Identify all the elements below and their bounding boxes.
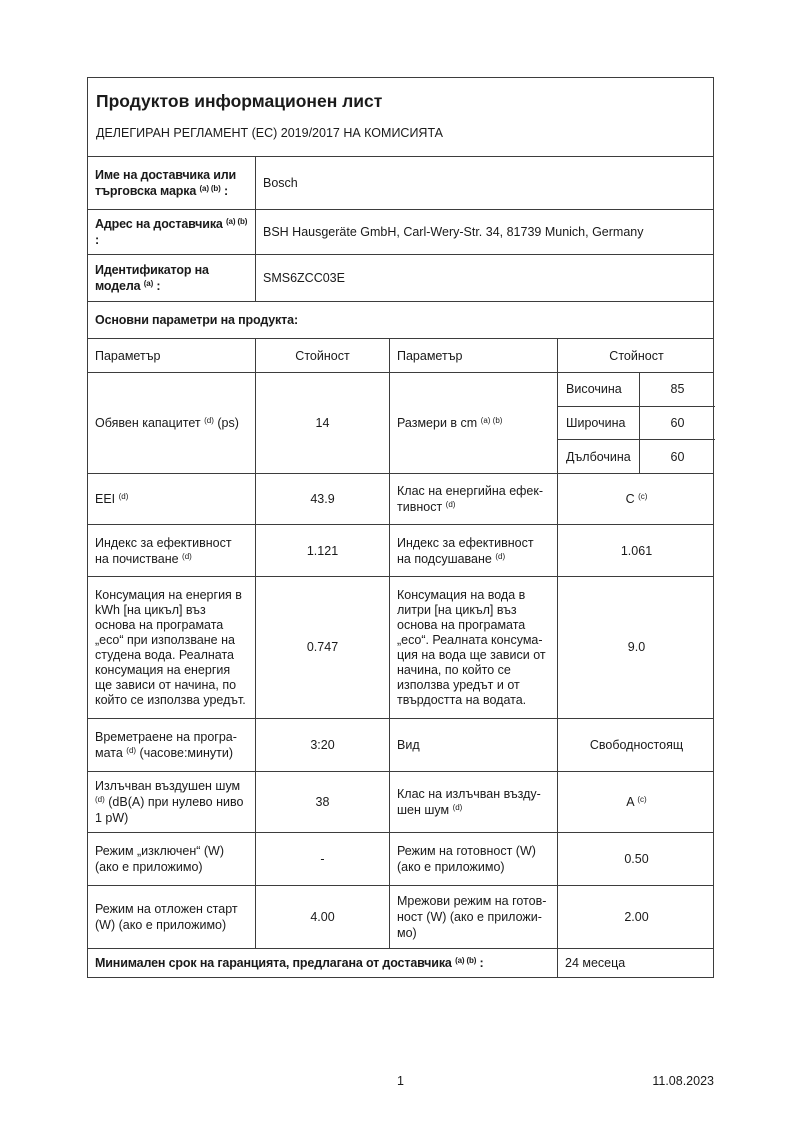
page-footer [87, 1074, 714, 1092]
cleaning-index-value: 1.121 [255, 525, 389, 576]
guarantee-label: Минимален срок на гаранцията, предлагана от доставчика $^{(a) (b)}$ : [95, 956, 484, 970]
delayed-start-label: Режим на отложен старт (W) (ако е приложимо) [95, 902, 238, 932]
rated-capacity-value: 14 [255, 373, 389, 473]
guarantee-value: 24 месеца [557, 949, 715, 977]
noise-emission-value: 38 [255, 772, 389, 832]
dimension-width-value: 60 [639, 407, 715, 440]
delayed-start-value: 4.00 [255, 886, 389, 948]
column-header-parameter-left: Параметър [95, 348, 161, 363]
duration-type-row [88, 718, 713, 771]
dimension-width-label: Широчина [566, 416, 626, 430]
page-number: 1 [397, 1074, 404, 1088]
noise-row [88, 771, 713, 832]
drying-index-label: Индекс за ефективност на подсушаване $^{(d)}$ [389, 525, 557, 576]
dimension-depth-value: 60 [639, 440, 715, 473]
page-title: Продуктов информационен лист [96, 91, 383, 111]
dimension-row-depth [558, 439, 715, 473]
dimensions-table [557, 373, 715, 473]
supplier-address-row [88, 209, 713, 254]
dimension-height-label: Височина [566, 382, 622, 397]
energy-consumption-value: 0.747 [255, 577, 389, 718]
standby-mode-label: Режим на готовност (W) (ако е приложимо) [389, 833, 557, 885]
networked-standby-label: Мрежови режим на готовност (W) (ако е приложимо) [389, 886, 557, 948]
guarantee-row [88, 948, 713, 977]
off-standby-row [88, 832, 713, 885]
eei-row [88, 473, 713, 524]
drying-index-value: 1.061 [557, 525, 715, 576]
dimension-row-height [558, 373, 715, 406]
noise-class-label: Клас на излъчван въздушен шум $^{(d)}$ [389, 772, 557, 832]
off-mode-value: - [255, 833, 389, 885]
supplier-name-value: Bosch [255, 157, 713, 209]
dimension-height-value: 85 [639, 373, 715, 406]
type-value: Свободностоящ [557, 719, 715, 771]
index-row [88, 524, 713, 576]
cleaning-index-label: Индекс за ефективност на почистване $^{(d)}$ [95, 535, 232, 566]
footer-date: 11.08.2023 [652, 1074, 714, 1088]
general-parameters-header-row [88, 301, 713, 338]
energy-class-label: Клас на енергийна ефективност $^{(d)}$ [389, 474, 557, 524]
programme-duration-label: Времетраене на програмата $^{(d)}$ (часове:минути) [95, 730, 237, 760]
eei-label: EEI $^{(d)}$ [95, 492, 129, 506]
rated-capacity-label: Обявен капацитет $^{(d)}$ (ps) [95, 416, 239, 430]
energy-consumption-label: Консумация на енергия в kWh [на цикъл] въз основа на програмата „eco“ при използване на студена вода. Реалната консумация на енергия ще зависи от начина, по който се използва уредът. [95, 587, 246, 707]
supplier-name-row [88, 156, 713, 209]
model-identifier-value: SMS6ZCC03E [255, 255, 713, 301]
supplier-name-label: Име на доставчика или търговска марка $^{(a) (b)}$ : [95, 168, 237, 198]
off-mode-label: Режим „изключен“ (W) (ако е приложимо) [95, 844, 225, 874]
type-label: Вид [389, 719, 557, 771]
programme-duration-value: 3:20 [255, 719, 389, 771]
model-identifier-label: Идентификатор на модела $^{(a)}$ : [95, 263, 209, 293]
column-header-value-left: Стойност [255, 339, 389, 372]
consumption-row [88, 576, 713, 718]
dimension-row-width [558, 406, 715, 440]
title-block [88, 78, 713, 156]
noise-class-value: A $^{(c)}$ [557, 772, 715, 832]
column-header-value-right: Стойност [557, 339, 715, 372]
dimensions-label: Размери в cm $^{(a) (b)}$ [389, 373, 557, 473]
networked-standby-value: 2.00 [557, 886, 715, 948]
column-header-row [88, 338, 713, 372]
standby-mode-value: 0.50 [557, 833, 715, 885]
model-identifier-row [88, 254, 713, 301]
capacity-dimensions-row [88, 372, 713, 473]
column-header-parameter-right: Параметър [389, 339, 557, 372]
eei-value: 43.9 [255, 474, 389, 524]
supplier-address-value: BSH Hausgeräte GmbH, Carl-Wery-Str. 34, 81739 Munich, Germany [255, 210, 713, 254]
supplier-address-label: Адрес на доставчика $^{(a) (b)}$ : [95, 217, 248, 247]
energy-class-value: C $^{(c)}$ [557, 474, 715, 524]
dimension-depth-label: Дълбочина [566, 449, 631, 464]
general-parameters-header: Основни параметри на продукта: [95, 313, 298, 327]
regulation-subtitle: ДЕЛЕГИРАН РЕГЛАМЕНТ (ЕС) 2019/2017 НА КОМИСИЯТА [96, 126, 444, 141]
water-consumption-value: 9.0 [557, 577, 715, 718]
water-consumption-label: Консумация на вода в литри [на цикъл] въз основа на програмата „eco“. Реалната консумация на вода ще зависи от начина, по който се използва уредът и от твърдостта на водата. [389, 577, 557, 718]
product-information-sheet [87, 77, 714, 978]
noise-emission-label: Излъчван въздушен шум $^{(d)}$ (dB(A) при нулево ниво 1 pW) [95, 779, 244, 825]
delay-network-row [88, 885, 713, 948]
